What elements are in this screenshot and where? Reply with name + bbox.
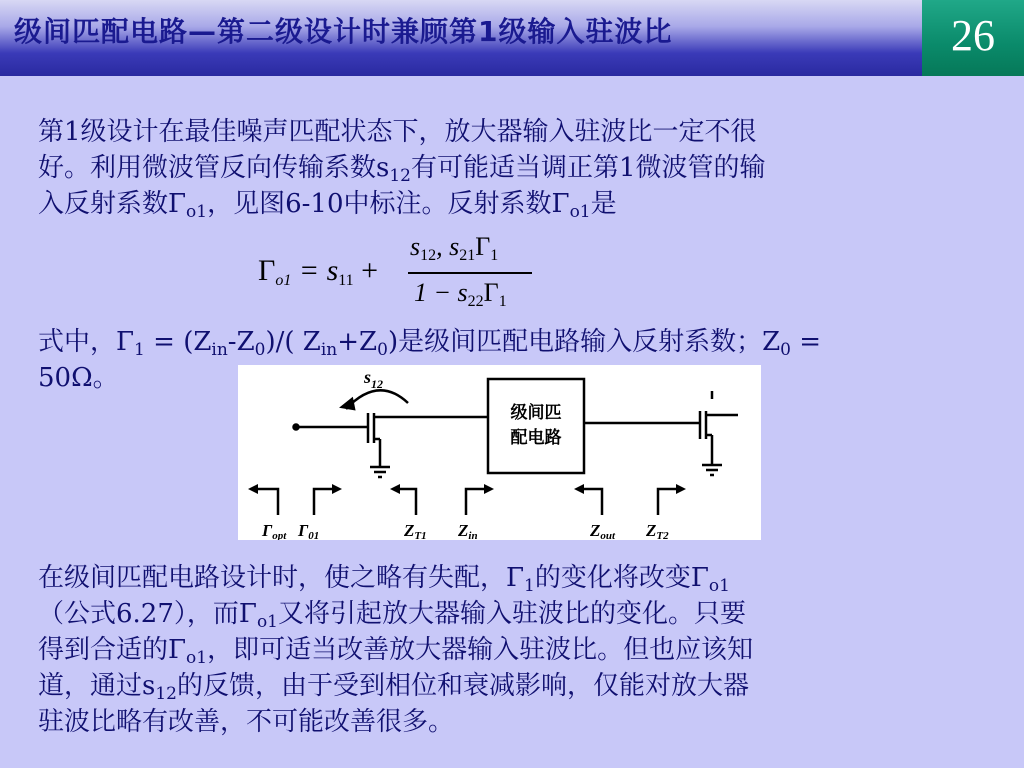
text: +Z <box>337 327 378 357</box>
input-terminal <box>294 425 299 430</box>
arrow-zt1 <box>394 489 416 515</box>
arrowhead <box>484 484 494 494</box>
subscript: o1 <box>186 202 208 222</box>
subscript: 21 <box>459 247 476 264</box>
subscript: 1 <box>134 340 145 360</box>
subscript: o1 <box>186 648 208 668</box>
subscript: 0 <box>780 340 791 360</box>
text: 是 <box>590 189 617 219</box>
paragraph-conclusion <box>38 560 988 740</box>
text: 50Ω。 <box>38 363 119 393</box>
text: 第1级设计在最佳噪声匹配状态下，放大器输入驻波比一定不很 <box>38 117 757 147</box>
arrow-gamma-01 <box>314 489 338 515</box>
subscript: o1 <box>708 576 730 596</box>
block-label-line1: 级间匹 <box>510 403 562 423</box>
label-gamma-opt: Γopt <box>262 521 287 540</box>
paragraph-line <box>38 324 988 360</box>
paragraph-line <box>38 704 988 740</box>
subscript: 12 <box>389 166 411 186</box>
subscript: 12 <box>155 684 177 704</box>
text: = (Z <box>144 327 212 357</box>
paragraph-line <box>38 150 988 186</box>
label-gamma-01: Γ01 <box>298 521 320 540</box>
text: = <box>791 327 822 357</box>
circuit-diagram <box>238 365 761 540</box>
text: ，即可适当改善放大器输入驻波比。但也应该知 <box>207 635 754 665</box>
gamma-symbol: Γ <box>483 278 499 307</box>
paragraph-line <box>38 114 988 150</box>
subscript: o1 <box>569 202 591 222</box>
s12-feedback-arc <box>346 390 408 409</box>
paragraph-intro <box>38 114 988 222</box>
subscript: 11 <box>338 272 354 289</box>
text: 道，通过s <box>38 671 156 701</box>
text: s <box>410 232 421 261</box>
text: )/( Z <box>265 327 321 357</box>
text: 1 − s <box>414 278 468 307</box>
s12-label: $s_{12}$ <box>364 367 384 391</box>
paragraph-line <box>38 596 988 632</box>
arrowhead <box>390 484 400 494</box>
text: （公式6.27），而Γ <box>38 599 257 629</box>
subscript: 22 <box>467 293 484 310</box>
text: 又将引起放大器输入驻波比的变化。只要 <box>278 599 747 629</box>
label-zt2: ZT2 <box>646 521 669 540</box>
slide-title: 级间匹配电路—第二级设计时兼顾第1级输入驻波比 <box>14 15 673 48</box>
arrowhead <box>574 484 584 494</box>
subscript: 1 <box>498 293 507 310</box>
text: 的变化将改变Γ <box>534 563 709 593</box>
page-number: 26 <box>951 11 995 60</box>
block-label-line2: 配电路 <box>510 428 562 448</box>
arc-arrowhead <box>342 399 354 409</box>
subscript: 1 <box>490 247 499 264</box>
title-bar <box>0 0 922 76</box>
reference-arrows <box>252 489 682 515</box>
equals-s: = s <box>291 254 339 287</box>
label-zin: Zin <box>458 521 478 540</box>
text: 好。利用微波管反向传输系数s <box>38 153 390 183</box>
arrowhead <box>332 484 342 494</box>
text: )是级间匹配电路输入反射系数；Z <box>387 327 781 357</box>
text: 驻波比略有改善，不可能改善很多。 <box>38 707 455 737</box>
subscript: in <box>320 340 338 360</box>
arrow-zin <box>466 489 490 515</box>
paragraph-line <box>38 668 988 704</box>
fraction-numerator <box>410 232 498 262</box>
arrowhead <box>676 484 686 494</box>
paragraph-line <box>38 560 988 596</box>
subscript: 0 <box>377 340 388 360</box>
gamma-symbol: Γ <box>258 254 276 287</box>
paragraph-line <box>38 632 988 668</box>
arrowhead <box>248 484 258 494</box>
subscript: in <box>211 340 228 360</box>
paragraph-line <box>38 186 988 222</box>
text: ，见图6-10中标注。反射系数Γ <box>207 189 570 219</box>
text: 式中，Γ <box>38 327 135 357</box>
arrow-zt2 <box>658 489 682 515</box>
text: 的反馈，由于受到相位和衰减影响，仅能对放大器 <box>176 671 749 701</box>
label-zt1: ZT1 <box>404 521 427 540</box>
subscript: 1 <box>524 576 535 596</box>
text: 在级间匹配电路设计时，使之略有失配，Γ <box>38 563 525 593</box>
reflection-formula <box>258 232 558 316</box>
subscript: 0 <box>254 340 266 360</box>
text: , s <box>436 232 460 261</box>
formula-lhs <box>258 254 378 288</box>
subscript: 12 <box>420 247 437 264</box>
circuit-diagram-svg <box>238 365 761 540</box>
plus-sign: + <box>353 254 379 287</box>
arrow-zout <box>578 489 602 515</box>
subscript: o1 <box>256 612 278 632</box>
text: 得到合适的Γ <box>38 635 187 665</box>
subscript: o1 <box>275 272 292 289</box>
label-zout: Zout <box>590 521 616 540</box>
text: 入反射系数Γ <box>38 189 187 219</box>
gamma-symbol: Γ <box>475 232 491 261</box>
text: -Z <box>227 327 255 357</box>
page-number-box <box>922 0 1024 76</box>
matching-network-block <box>488 379 584 473</box>
fraction-denominator <box>414 278 507 308</box>
fraction-bar <box>408 272 532 274</box>
text: 有可能适当调正第1微波管的输 <box>410 153 766 183</box>
